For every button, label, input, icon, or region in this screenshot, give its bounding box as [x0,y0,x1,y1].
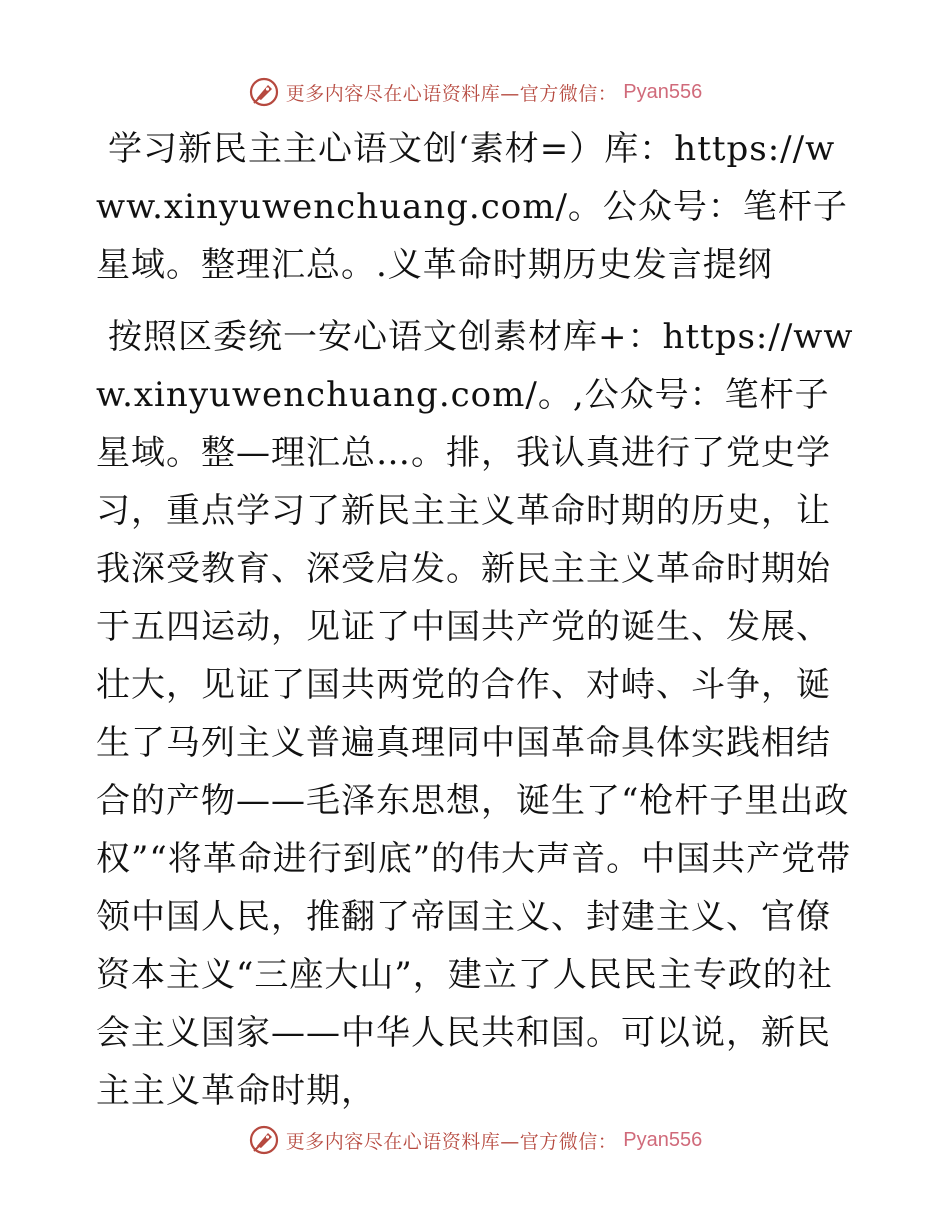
paragraph-body: 按照区委统一安心语文创素材库+：https://www.xinyuwenchuang.com/。,公众号：笔杆子星域。整—理汇总…。排，我认真进行了党史学习，重点学习了新民主主义革命时期的历史，让我深受教育、深受启发。新民主主义革命时期始于五四运动，见证了中国共产党的诞生、发展、壮大，见证了国共两党的合作、对峙、斗争，诞生了马列主义普遍真理同中国革命具体实践相结合的产物——毛泽东思想，诞生了“枪杆子里出政权”“将革命进行到底”的伟大声音。中国共产党带领中国人民，推翻了帝国主义、封建主义、官僚资本主义“三座大山”，建立了人民民主专政的社会主义国家——中华人民共和国。可以说，新民主主义革命时期， [96,317,854,1111]
watermark-text: 更多内容尽在心语资料库—官方微信： [285,1130,618,1153]
document-body [96,120,856,1120]
watermark-text: 更多内容尽在心语资料库—官方微信： [285,82,618,105]
pen-nib-logo-icon [248,76,280,108]
footer-watermark [0,1120,950,1160]
paragraph-title: 学习新民主主心语文创‘素材=）库：https://www.xinyuwenchuang.com/。公众号：笔杆子星域。整理汇总。.义革命时期历史发言提纲 [96,129,848,285]
watermark-brand: Pyan556 [623,1128,703,1151]
pen-nib-logo-icon [248,1124,280,1156]
watermark-brand: Pyan556 [623,80,703,103]
header-watermark [0,72,950,112]
